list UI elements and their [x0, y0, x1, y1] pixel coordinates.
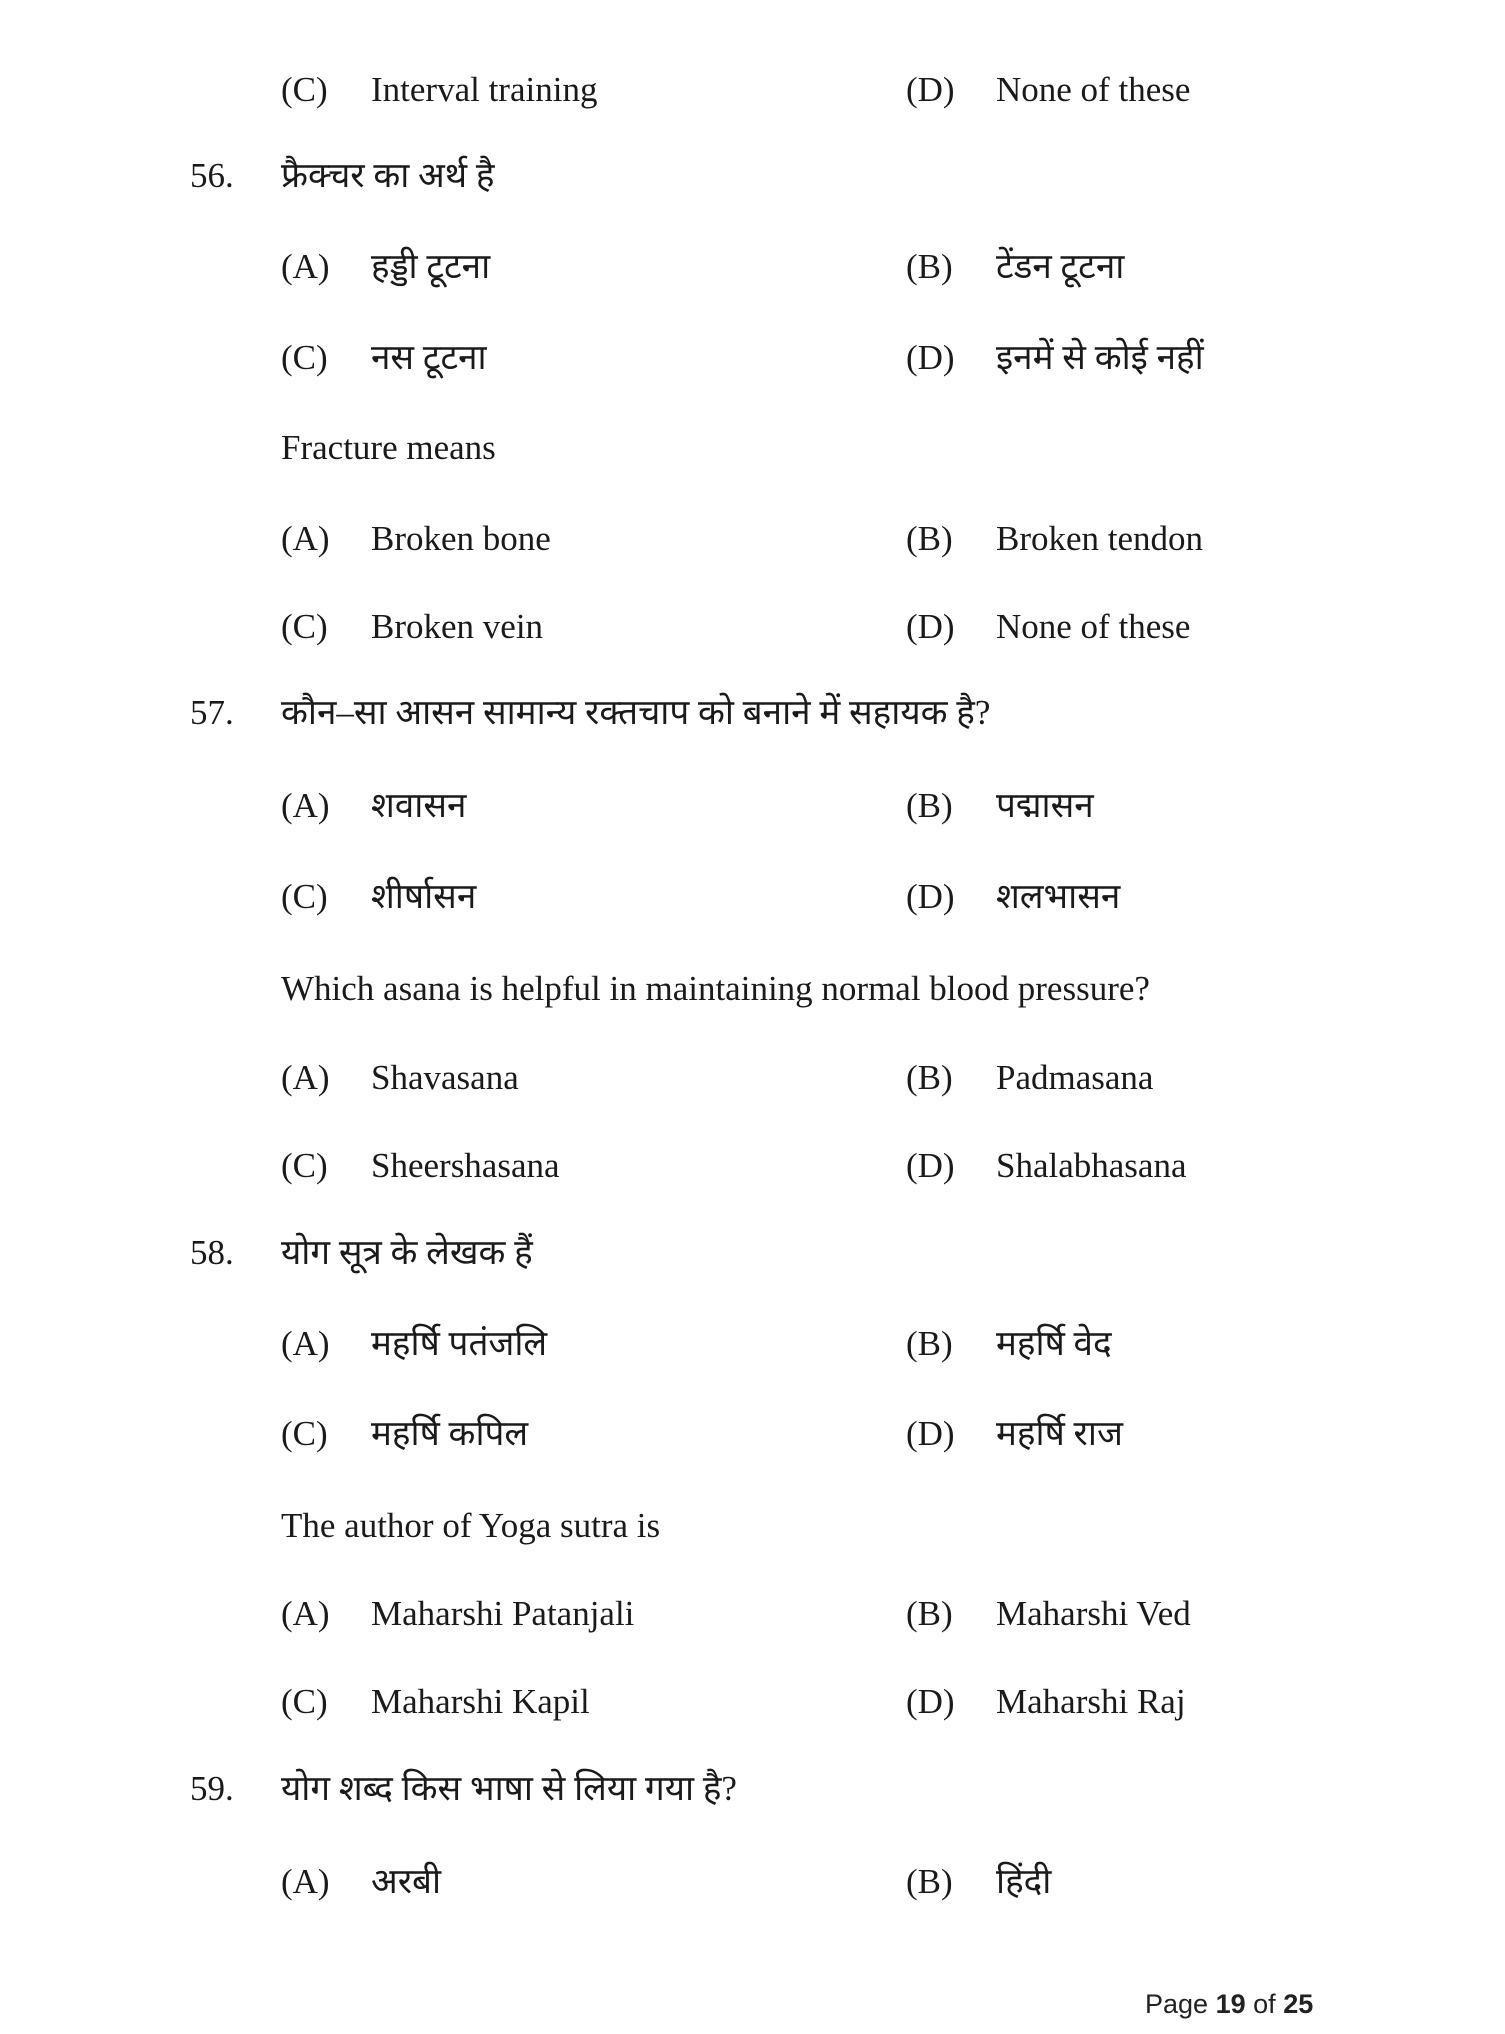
option-label: (B) [906, 519, 953, 558]
option-text: हिंदी [996, 1862, 1052, 1901]
option-label: (D) [906, 70, 955, 109]
option-label: (A) [281, 786, 330, 825]
option-label: (D) [906, 607, 955, 646]
page-current: 19 [1215, 1989, 1246, 2019]
option-label: (C) [281, 1682, 328, 1721]
option-label: (B) [906, 247, 953, 286]
option-text: Padmasana [996, 1058, 1154, 1097]
option-text: Broken vein [371, 607, 544, 646]
option-text: शवासन [371, 786, 467, 825]
option-label: (D) [906, 338, 955, 377]
option-text: शीर्षासन [371, 877, 477, 916]
question-stem-hindi: कौन–सा आसन सामान्य रक्तचाप को बनाने में सहायक है? [281, 693, 991, 732]
question-number: 59. [190, 1769, 234, 1808]
option-label: (C) [281, 1414, 328, 1453]
option-label: (A) [281, 1324, 330, 1363]
option-text: महर्षि वेद [996, 1324, 1112, 1363]
page-total: 25 [1283, 1989, 1314, 2019]
option-text: Maharshi Kapil [371, 1682, 590, 1721]
option-label: (B) [906, 1594, 953, 1633]
option-text: Interval training [371, 70, 598, 109]
option-text: Sheershasana [371, 1146, 560, 1185]
option-label: (C) [281, 338, 328, 377]
option-label: (D) [906, 877, 955, 916]
option-text: महर्षि कपिल [371, 1414, 529, 1453]
option-label: (B) [906, 1058, 953, 1097]
option-label: (A) [281, 1594, 330, 1633]
option-text: Broken bone [371, 519, 551, 558]
question-number: 58. [190, 1233, 234, 1272]
option-text: Maharshi Patanjali [371, 1594, 635, 1633]
option-text: इनमें से कोई नहीं [996, 338, 1204, 377]
option-label: (A) [281, 1862, 330, 1901]
question-stem-hindi: फ्रैक्चर का अर्थ है [281, 156, 495, 195]
option-text: Shalabhasana [996, 1146, 1187, 1185]
option-text: टेंडन टूटना [996, 247, 1125, 286]
question-stem-english: Fracture means [281, 428, 496, 467]
option-text: Shavasana [371, 1058, 519, 1097]
question-stem-hindi: योग शब्द किस भाषा से लिया गया है? [281, 1769, 737, 1808]
option-text: अरबी [371, 1862, 442, 1901]
option-label: (A) [281, 1058, 330, 1097]
question-number: 56. [190, 156, 234, 195]
question-number: 57. [190, 693, 234, 732]
question-stem-english: The author of Yoga sutra is [281, 1506, 661, 1545]
page-separator: of [1253, 1989, 1276, 2019]
option-text: नस टूटना [371, 338, 487, 377]
option-text: Maharshi Raj [996, 1682, 1186, 1721]
option-label: (D) [906, 1414, 955, 1453]
option-text: Maharshi Ved [996, 1594, 1191, 1633]
question-stem-english: Which asana is helpful in maintaining normal blood pressure? [281, 969, 1150, 1008]
page-number [1145, 1984, 1313, 2024]
option-label: (B) [906, 1324, 953, 1363]
question-stem-hindi: योग सूत्र के लेखक हैं [281, 1233, 533, 1272]
option-label: (A) [281, 247, 330, 286]
option-text: हड्डी टूटना [371, 247, 491, 286]
option-label: (C) [281, 70, 328, 109]
option-label: (B) [906, 786, 953, 825]
option-text: शलभासन [996, 877, 1121, 916]
option-label: (C) [281, 1146, 328, 1185]
option-label: (B) [906, 1862, 953, 1901]
option-label: (C) [281, 607, 328, 646]
option-text: Broken tendon [996, 519, 1204, 558]
option-label: (D) [906, 1146, 955, 1185]
option-text: पद्मासन [996, 786, 1094, 825]
option-text: महर्षि राज [996, 1414, 1123, 1453]
option-label: (C) [281, 877, 328, 916]
option-text: None of these [996, 70, 1191, 109]
option-text: None of these [996, 607, 1191, 646]
option-text: महर्षि पतंजलि [371, 1324, 548, 1363]
option-label: (A) [281, 519, 330, 558]
option-label: (D) [906, 1682, 955, 1721]
page-prefix: Page [1145, 1989, 1209, 2019]
